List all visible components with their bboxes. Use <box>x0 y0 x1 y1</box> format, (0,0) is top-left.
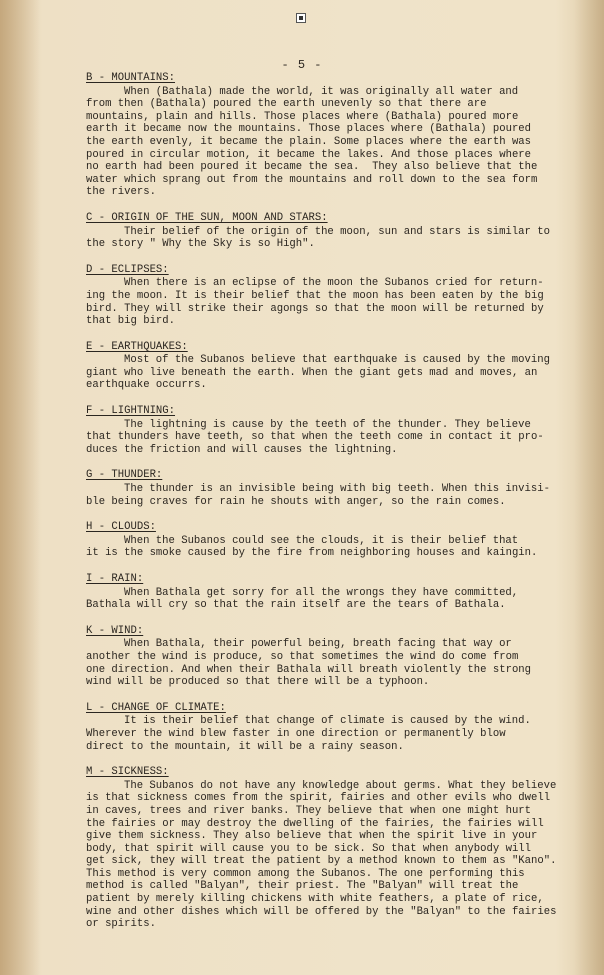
document-body <box>86 72 576 944</box>
text-line: that big bird. <box>86 315 176 328</box>
text-line: in caves, trees and river banks. They believe that when one might hurt <box>86 804 532 817</box>
text-line: wine and other dishes which will be offered by the "Balyan" to the fairies <box>86 905 557 918</box>
text-line: When Bathala, their powerful being, breath facing that way or <box>124 638 512 651</box>
text-line: Most of the Subanos believe that earthquake is caused by the moving <box>124 354 550 367</box>
page-number: - 5 - <box>281 58 323 72</box>
section-heading: L - CHANGE OF CLIMATE: <box>86 701 226 714</box>
text-line: mountains, plain and hills. Those places where (Bathala) poured more <box>86 110 519 123</box>
text-line: the rivers. <box>86 186 156 199</box>
text-line: earth it became now the mountains. Those places where (Bathala) poured <box>86 123 532 136</box>
section-rain <box>86 573 576 612</box>
text-line: This method is very common among the Subanos. The one performing this <box>86 867 525 880</box>
text-line: give them sickness. They also believe that when the spirit live in your <box>86 830 538 843</box>
section-heading: K - WIND: <box>86 624 144 637</box>
section-mountains <box>86 72 576 199</box>
text-line: the fairies or may destroy the dwelling of the fairies, the fairies will <box>86 817 544 830</box>
text-line: method is called "Balyan", their priest. The "Balyan" will treat the <box>86 880 519 893</box>
binding-hole-icon <box>296 13 306 23</box>
text-line: from then (Bathala) poured the earth unevenly so that there are <box>86 98 487 111</box>
text-line: that thunders have teeth, so that when the teeth come in contact it pro- <box>86 431 544 444</box>
text-line: It is their belief that change of climate is caused by the wind. <box>124 715 531 728</box>
text-line: wind will be produced so that there will be a typhoon. <box>86 676 430 689</box>
section-thunder <box>86 469 576 508</box>
text-line: the earth evenly, it became the plain. Some places where the earth was <box>86 135 532 148</box>
text-line: earthquake occurrs. <box>86 379 207 392</box>
text-line: one direction. And when their Bathala will breath violently the strong <box>86 663 532 676</box>
text-line: When the Subanos could see the clouds, it is their belief that <box>124 534 519 547</box>
section-heading: M - SICKNESS: <box>86 766 169 779</box>
section-heading: B - MOUNTAINS: <box>86 72 176 84</box>
page-edge-stain-left <box>0 0 40 975</box>
text-line: Wherever the wind blew faster in one direction or permanently blow <box>86 727 506 740</box>
text-line: giant who live beneath the earth. When the giant gets mad and moves, an <box>86 366 538 379</box>
section-heading: C - ORIGIN OF THE SUN, MOON AND STARS: <box>86 211 328 224</box>
section-heading: G - THUNDER: <box>86 469 163 482</box>
text-line: The thunder is an invisible being with big teeth. When this invisi- <box>124 483 550 496</box>
section-eclipses <box>86 264 576 328</box>
section-sickness <box>86 766 576 931</box>
section-earthquakes <box>86 341 576 392</box>
section-change-of-climate <box>86 702 576 753</box>
text-line: The Subanos do not have any knowledge about germs. What they believe <box>124 779 557 792</box>
text-line: is that sickness comes from the spirit, fairies and other evils who dwell <box>86 792 551 805</box>
text-line: body, that spirit will cause you to be sick. So that when anybody will <box>86 842 532 855</box>
text-line: or spirits. <box>86 918 156 931</box>
text-line: ble being craves for rain he shouts with anger, so the rain comes. <box>86 495 506 508</box>
text-line: it is the smoke caused by the fire from neighboring houses and kaingin. <box>86 547 538 560</box>
text-line: bird. They will strike their agongs so that the moon will be returned by <box>86 302 544 315</box>
text-line: When Bathala get sorry for all the wrongs they have committed, <box>124 586 519 599</box>
text-line: water which sprang out from the mountains and roll down to the sea form <box>86 173 538 186</box>
section-wind <box>86 625 576 689</box>
text-line: Their belief of the origin of the moon, sun and stars is similar to <box>124 225 550 238</box>
text-line: patient by merely killing chickens with white feathers, a plate of rice, <box>86 893 544 906</box>
text-line: no earth had been poured it became the sea. They also believe that the <box>86 161 538 174</box>
section-origin-sun-moon-stars <box>86 212 576 251</box>
text-line: When (Bathala) made the world, it was originally all water and <box>124 85 519 98</box>
text-line: poured in circular motion, it became the lakes. And those places where <box>86 148 532 161</box>
text-line: get sick, they will treat the patient by a method known to them as "Kano". <box>86 855 557 868</box>
section-heading: H - CLOUDS: <box>86 521 156 534</box>
section-heading: E - EARTHQUAKES: <box>86 340 188 353</box>
text-line: When there is an eclipse of the moon the Subanos cried for return- <box>124 277 544 290</box>
section-lightning <box>86 405 576 456</box>
section-heading: F - LIGHTNING: <box>86 405 176 418</box>
text-line: duces the friction and will causes the lightning. <box>86 443 398 456</box>
section-heading: D - ECLIPSES: <box>86 263 169 276</box>
text-line: The lightning is cause by the teeth of the thunder. They believe <box>124 418 531 431</box>
section-heading: I - RAIN: <box>86 573 144 585</box>
section-clouds <box>86 521 576 560</box>
text-line: the story " Why the Sky is so High". <box>86 238 315 251</box>
text-line: ing the moon. It is their belief that the moon has been eaten by the big <box>86 289 544 302</box>
text-line: another the wind is produce, so that sometimes the wind do come from <box>86 650 519 663</box>
text-line: direct to the mountain, it will be a rainy season. <box>86 740 404 753</box>
text-line: Bathala will cry so that the rain itself are the tears of Bathala. <box>86 599 506 612</box>
page-edge-stain-right <box>574 0 604 975</box>
